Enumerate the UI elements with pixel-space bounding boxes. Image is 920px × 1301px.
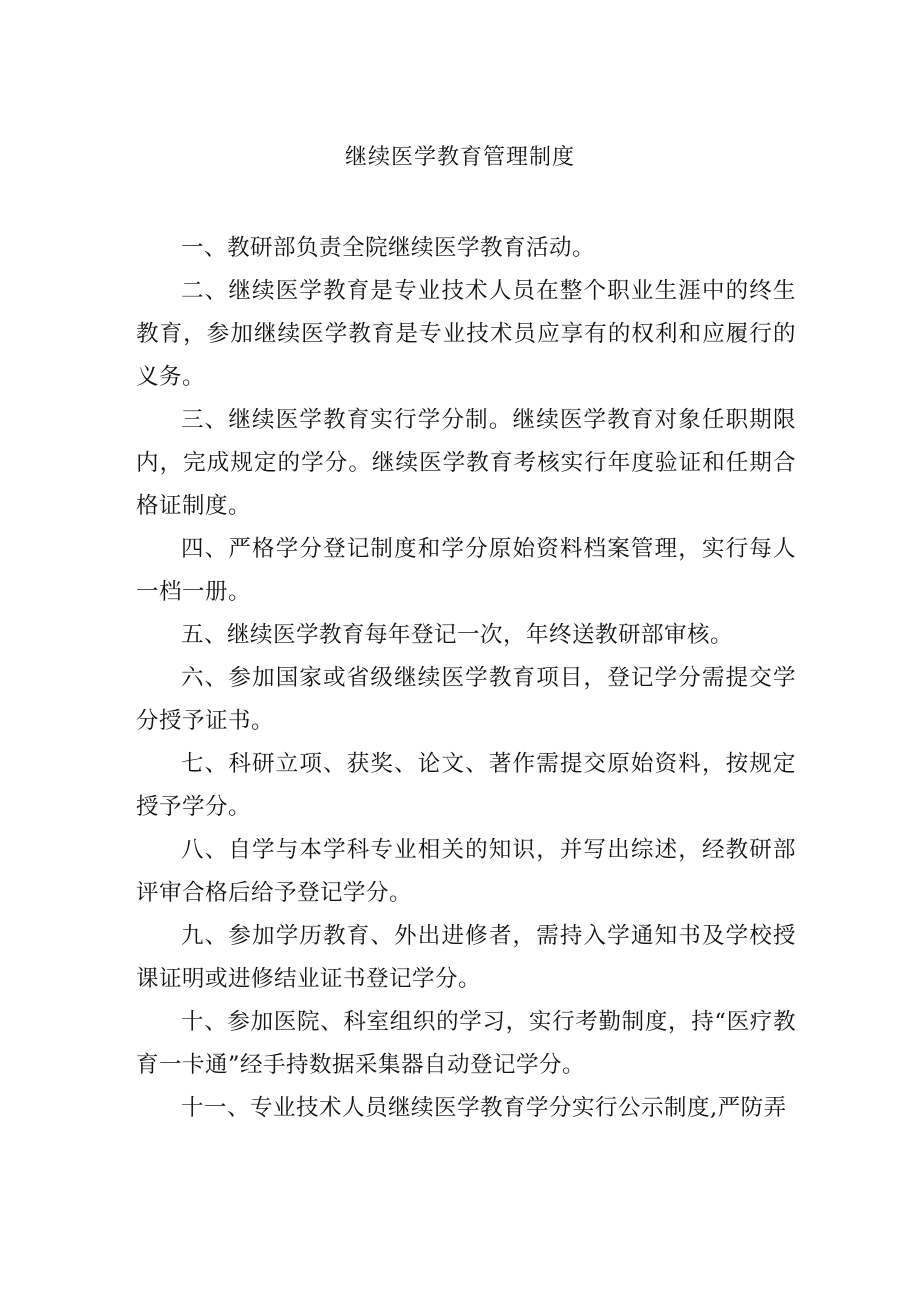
paragraph-7: 七、科研立项、获奖、论文、著作需提交原始资料，按规定授予学分。 [136,751,796,820]
paragraph-9: 九、参加学历教育、外出进修者，需持入学通知书及学校授课证明或进修结业证书登记学分。 [136,923,796,992]
document-body [136,227,796,1130]
paragraph-3: 三、继续医学教育实行学分制。继续医学教育对象任职期限内，完成规定的学分。继续医学教育考核实行年度验证和任期合格证制度。 [136,407,796,519]
paragraph-8: 八、自学与本学科专业相关的知识，并写出综述，经教研部评审合格后给予登记学分。 [136,837,796,906]
paragraph-11: 十一、专业技术人员继续医学教育学分实行公示制度,严防弄 [181,1095,787,1121]
document-title: 继续医学教育管理制度 [344,145,575,170]
paragraph-4: 四、严格学分登记制度和学分原始资料档案管理，实行每人一档一册。 [136,536,796,605]
paragraph-5: 五、继续医学教育每年登记一次，年终送教研部审核。 [181,622,734,648]
paragraph-2: 二、继续医学教育是专业技术人员在整个职业生涯中的终生教育，参加继续医学教育是专业技术员应享有的权利和应履行的义务。 [136,278,796,390]
paragraph-6: 六、参加国家或省级继续医学教育项目，登记学分需提交学分授予证书。 [136,665,796,734]
paragraph-1: 一、教研部负责全院继续医学教育活动。 [181,235,596,261]
paragraph-10: 十、参加医院、科室组织的学习，实行考勤制度，持“医疗教育一卡通”经手持数据采集器自动登记学分。 [136,1009,796,1078]
